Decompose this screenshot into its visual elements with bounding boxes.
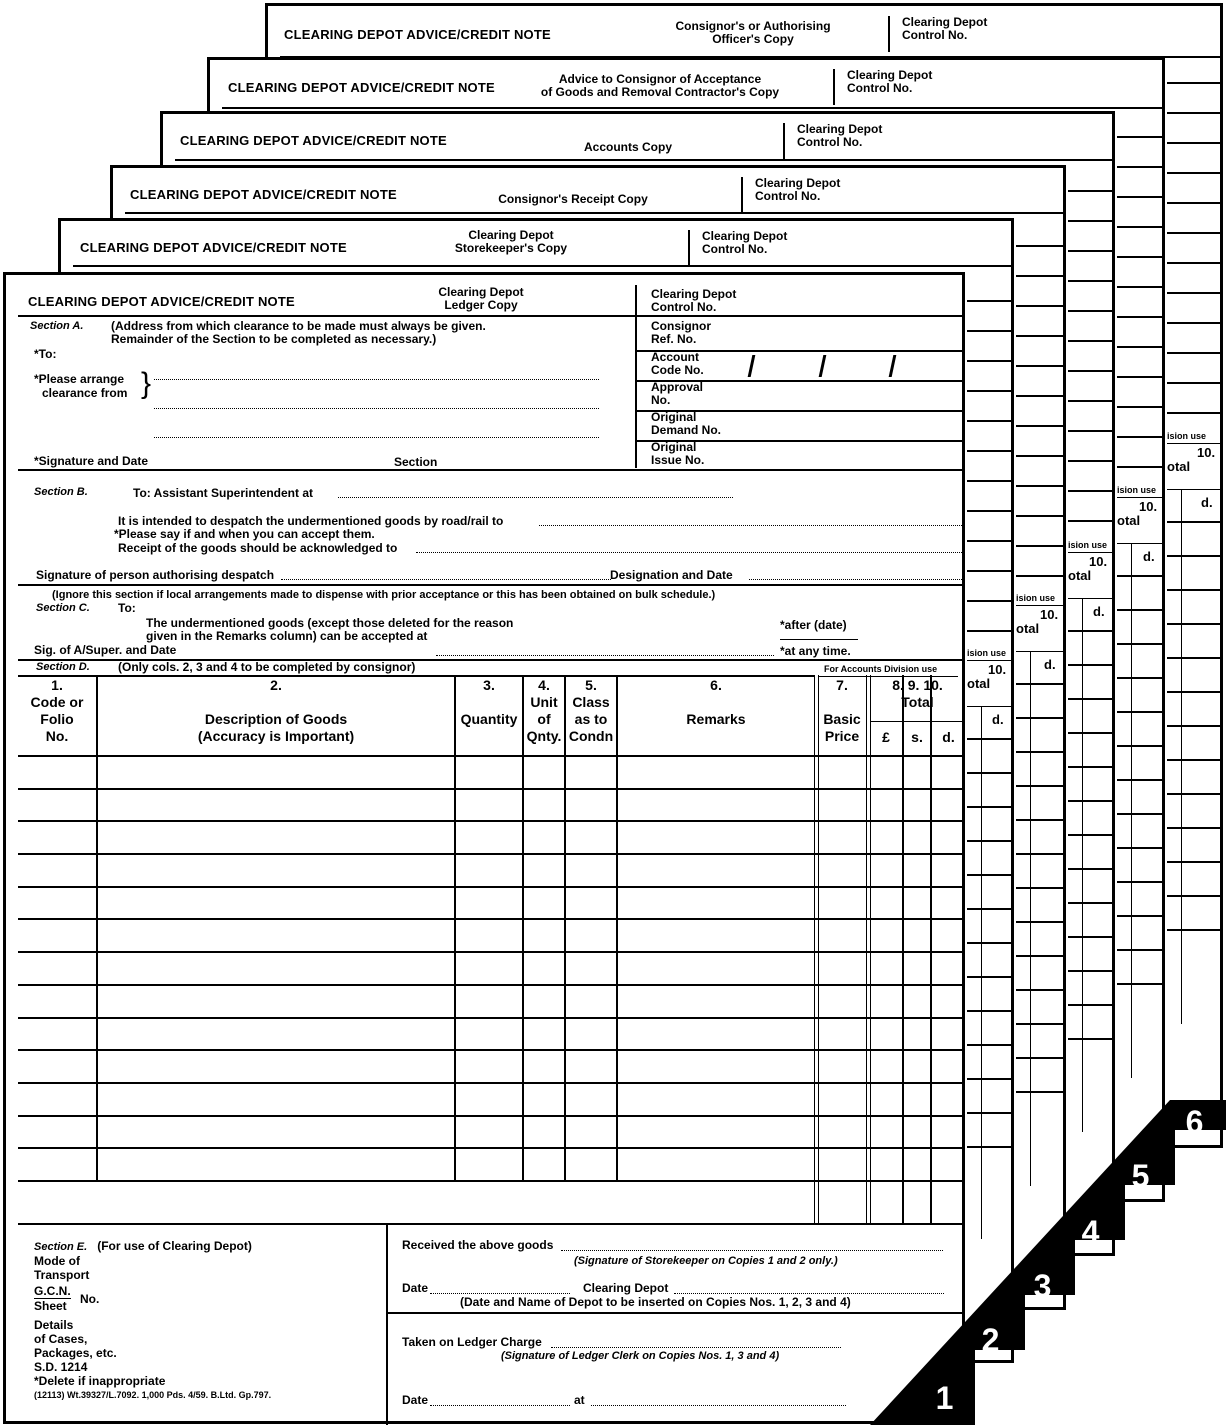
account-code-input[interactable] [726, 351, 964, 379]
assistant-superintendent-label: To: Assistant Superintendent at [133, 486, 314, 500]
acknowledge-input[interactable] [416, 552, 964, 553]
form-title: CLEARING DEPOT ADVICE/CREDIT NOTE [130, 187, 397, 202]
despatch-text: It is intended to despatch the undermentioned goods by road/rail to [118, 514, 504, 528]
copy-tab-4[interactable]: 4 [1081, 1214, 1100, 1250]
copy-tab-6[interactable]: 6 [1185, 1104, 1204, 1140]
signature-date-label[interactable]: *Signature and Date [34, 454, 149, 468]
table-row[interactable] [18, 984, 965, 986]
despatch-destination-input[interactable] [539, 525, 964, 526]
col-5-header: 5. Class as to Condn [568, 677, 614, 744]
table-row[interactable] [18, 853, 965, 855]
section-field-label[interactable]: Section [394, 455, 438, 469]
section-c-label: Section C. [36, 602, 90, 614]
form-title: CLEARING DEPOT ADVICE/CREDIT NOTE [180, 133, 447, 148]
gcn-sheet-label: G.C.N. No. Sheet [34, 1284, 100, 1313]
delete-note: *Delete if inappropriate [34, 1374, 166, 1388]
section-b-label: Section B. [34, 486, 88, 498]
receipt-date-label: Date [402, 1281, 429, 1295]
copy-tab-5[interactable]: 5 [1131, 1158, 1150, 1194]
copy-name: Advice to Consignor of Acceptance of Goods and Removal Contractor's Copy [540, 72, 780, 99]
receipt-date-input[interactable] [430, 1293, 570, 1294]
control-no-label: Clearing Depot Control No. [741, 177, 840, 213]
copy-name: Consignor's Receipt Copy [498, 192, 648, 206]
col-3-header: 3. Quantity [460, 677, 518, 727]
table-row[interactable] [18, 1049, 965, 1051]
table-row[interactable] [18, 788, 965, 790]
assistant-superintendent-input[interactable] [338, 497, 733, 498]
table-row[interactable] [18, 1180, 965, 1182]
designation-date-label: Designation and Date [610, 568, 733, 582]
ledger-date-label: Date [402, 1393, 429, 1407]
clearance-address-line-1[interactable] [154, 379, 599, 380]
col-9-header: s. [911, 729, 923, 745]
copy-name: Clearing Depot Storekeeper's Copy [454, 228, 568, 255]
col-6-header: 6. Remarks [686, 677, 746, 727]
copy-name: Accounts Copy [583, 140, 672, 154]
received-goods-label: Received the above goods [402, 1238, 554, 1252]
accept-text: *Please say if and when you can accept them. [114, 527, 375, 541]
copy-tab-3[interactable]: 3 [1033, 1268, 1052, 1304]
any-time-option[interactable]: *at any time. [780, 644, 851, 658]
sig-super-input[interactable] [436, 655, 774, 656]
section-d-note: (Only cols. 2, 3 and 4 to be completed by consignor) [118, 660, 416, 674]
ledger-clerk-note: (Signature of Ledger Clerk on Copies Nos. 1, 3 and 4) [501, 1350, 780, 1362]
section-e-heading: Section E. (For use of Clearing Depot) [34, 1239, 252, 1253]
authorising-signature-input[interactable] [281, 579, 611, 580]
clearing-depot-label: Clearing Depot [583, 1281, 669, 1295]
section-c-to: To: [118, 601, 136, 615]
accounts-division-label: For Accounts Division use [824, 664, 938, 674]
designation-date-input[interactable] [749, 579, 964, 580]
col-4-header: 4. Unit of Qnty. [526, 677, 562, 744]
mode-of-transport-label: Mode of Transport [34, 1254, 90, 1282]
copy-tab-1[interactable]: 1 [935, 1380, 954, 1416]
after-date-option[interactable]: *after (date) [780, 618, 847, 632]
col-10-header: d. [942, 729, 955, 745]
table-row[interactable] [18, 951, 965, 953]
table-row[interactable] [18, 918, 965, 920]
acknowledge-text: Receipt of the goods should be acknowledged to [118, 541, 398, 555]
sig-super-label: Sig. of A/Super. and Date [34, 643, 177, 657]
ledger-clerk-signature-input[interactable] [551, 1347, 841, 1348]
clearance-address-line-3[interactable] [154, 437, 599, 438]
consignor-ref-label: Consignor Ref. No. [651, 319, 711, 346]
form-title: CLEARING DEPOT ADVICE/CREDIT NOTE [28, 294, 295, 309]
col-1-header: 1. Code or Folio No. [30, 677, 84, 744]
print-reference: (12113) Wt.39327/L.7092. 1,000 Pds. 4/59. B.Ltd. Gp.797. [34, 1390, 272, 1400]
details-cases-label: Details of Cases, Packages, etc. [34, 1318, 117, 1360]
section-a-note: (Address from which clearance to be made must always be given. Remainder of the Section to be completed as necessary.) [111, 319, 486, 346]
copy-sheet-1-ledger: CLEARING DEPOT ADVICE/CREDIT NOTE Clearing Depot Ledger Copy Clearing Depot Control No. Consignor Ref. No. Account Code No. Approval No. Original Demand No. Original Issue No. Section A. (Address from which clearance to be made must always be given. Remainder of the Section to be completed as necessary.) *To: *Please arrange clearance from } *Signature and Date Section Section B. To: Assistant Superintendent at It is intended to despatch the undermentioned goods by road/rail to *Please say if and when you can accept them. Receipt of the goods should be acknowledged to Signature of person authorising despatch Designation and Date (Ignore this section if local arrangements made to dispense with prior acceptance or this has been obtained on bulk schedule.) Section C. To: The undermentioned goods (except those deleted for the reason given in the Remarks column) can be accepted at *after (date) Sig. of A/Super. and Date *at any time. Section D. (Only cols. 2, 3 and 4 to be completed by consignor) For Accounts Division use 1. Code or Folio No. 2. Description of Goods (Accuracy is Important) 3. Quantity 4. Unit of Qnty. 5. Class as to Condn 6. Remarks 7. Basic Price 8. 9. 10. Total £ s. d. Section E. (For use of Clearing Depot) Mode of Transport G.C.N. No. Sheet Details of Cases, Packages, etc. S.D. 1214 *Delete if inappropriate (12113) Wt.39327/L.7092. 1,000 Pds. 4/59. B.Ltd. Gp.797. Received the above goods (Signature of Storekeeper on Copies 1 and 2 only.) Date Clearing Depot (Date and Name of Depot to be inserted on Copies Nos. 1, 2, 3 and 4) Taken on Ledger Charge (Signature of Ledger Clerk on Copies Nos. 1, 3 and 4) Date at [3, 272, 965, 1424]
col-2-header: 2. Description of Goods (Accuracy is Important) [197, 677, 355, 744]
copy-name: Clearing Depot Ledger Copy [438, 285, 524, 312]
to-label: *To: [34, 347, 57, 361]
copy-tab-2[interactable]: 2 [981, 1322, 1000, 1358]
table-row[interactable] [18, 1147, 965, 1149]
ledger-at-input[interactable] [591, 1405, 846, 1406]
form-title: CLEARING DEPOT ADVICE/CREDIT NOTE [284, 27, 551, 42]
authorising-signature-label: Signature of person authorising despatch [36, 568, 275, 582]
arrange-clearance-label: *Please arrange clearance from [34, 372, 128, 400]
control-no-label: Clearing Depot Control No. [783, 123, 882, 159]
depot-note: (Date and Name of Depot to be inserted on Copies Nos. 1, 2, 3 and 4) [460, 1295, 851, 1309]
acceptance-text: The undermentioned goods (except those deleted for the reason given in the Remarks column) can be accepted at [146, 616, 514, 643]
table-row[interactable] [18, 1017, 965, 1019]
col-7-header: 7. Basic Price [823, 677, 861, 744]
account-code-label: Account Code No. [651, 350, 704, 377]
original-demand-label: Original Demand No. [651, 410, 722, 437]
control-no-label: Clearing Depot Control No. [651, 287, 737, 314]
ledger-charge-label: Taken on Ledger Charge [402, 1335, 542, 1349]
table-row[interactable] [18, 886, 965, 888]
section-c-ignore-note: (Ignore this section if local arrangements made to dispense with prior acceptance or this has been obtained on bulk schedule.) [52, 589, 716, 601]
ledger-at-label: at [574, 1393, 585, 1407]
col-8-10-header: 8. 9. 10. Total [892, 677, 943, 710]
ledger-date-input[interactable] [430, 1405, 570, 1406]
form-title: CLEARING DEPOT ADVICE/CREDIT NOTE [80, 240, 347, 255]
control-no-label: Clearing Depot Control No. [688, 230, 787, 266]
storekeeper-note: (Signature of Storekeeper on Copies 1 and 2 only.) [574, 1255, 838, 1267]
clearance-address-line-2[interactable] [154, 408, 599, 409]
original-issue-label: Original Issue No. [651, 440, 705, 467]
table-row[interactable] [18, 1082, 965, 1084]
copy-name: Consignor's or Authorising Officer's Copy [675, 19, 831, 46]
form-number: S.D. 1214 [34, 1360, 88, 1374]
table-row[interactable] [18, 1115, 965, 1117]
section-d-label: Section D. [36, 661, 90, 673]
col-8-header: £ [882, 729, 890, 745]
table-row[interactable] [18, 820, 965, 822]
control-no-label: Clearing Depot Control No. [833, 69, 932, 105]
form-title: CLEARING DEPOT ADVICE/CREDIT NOTE [228, 80, 495, 95]
section-a-label: Section A. [30, 320, 84, 332]
control-no-label: Clearing Depot Control No. [888, 16, 987, 52]
approval-no-label: Approval No. [651, 380, 704, 407]
